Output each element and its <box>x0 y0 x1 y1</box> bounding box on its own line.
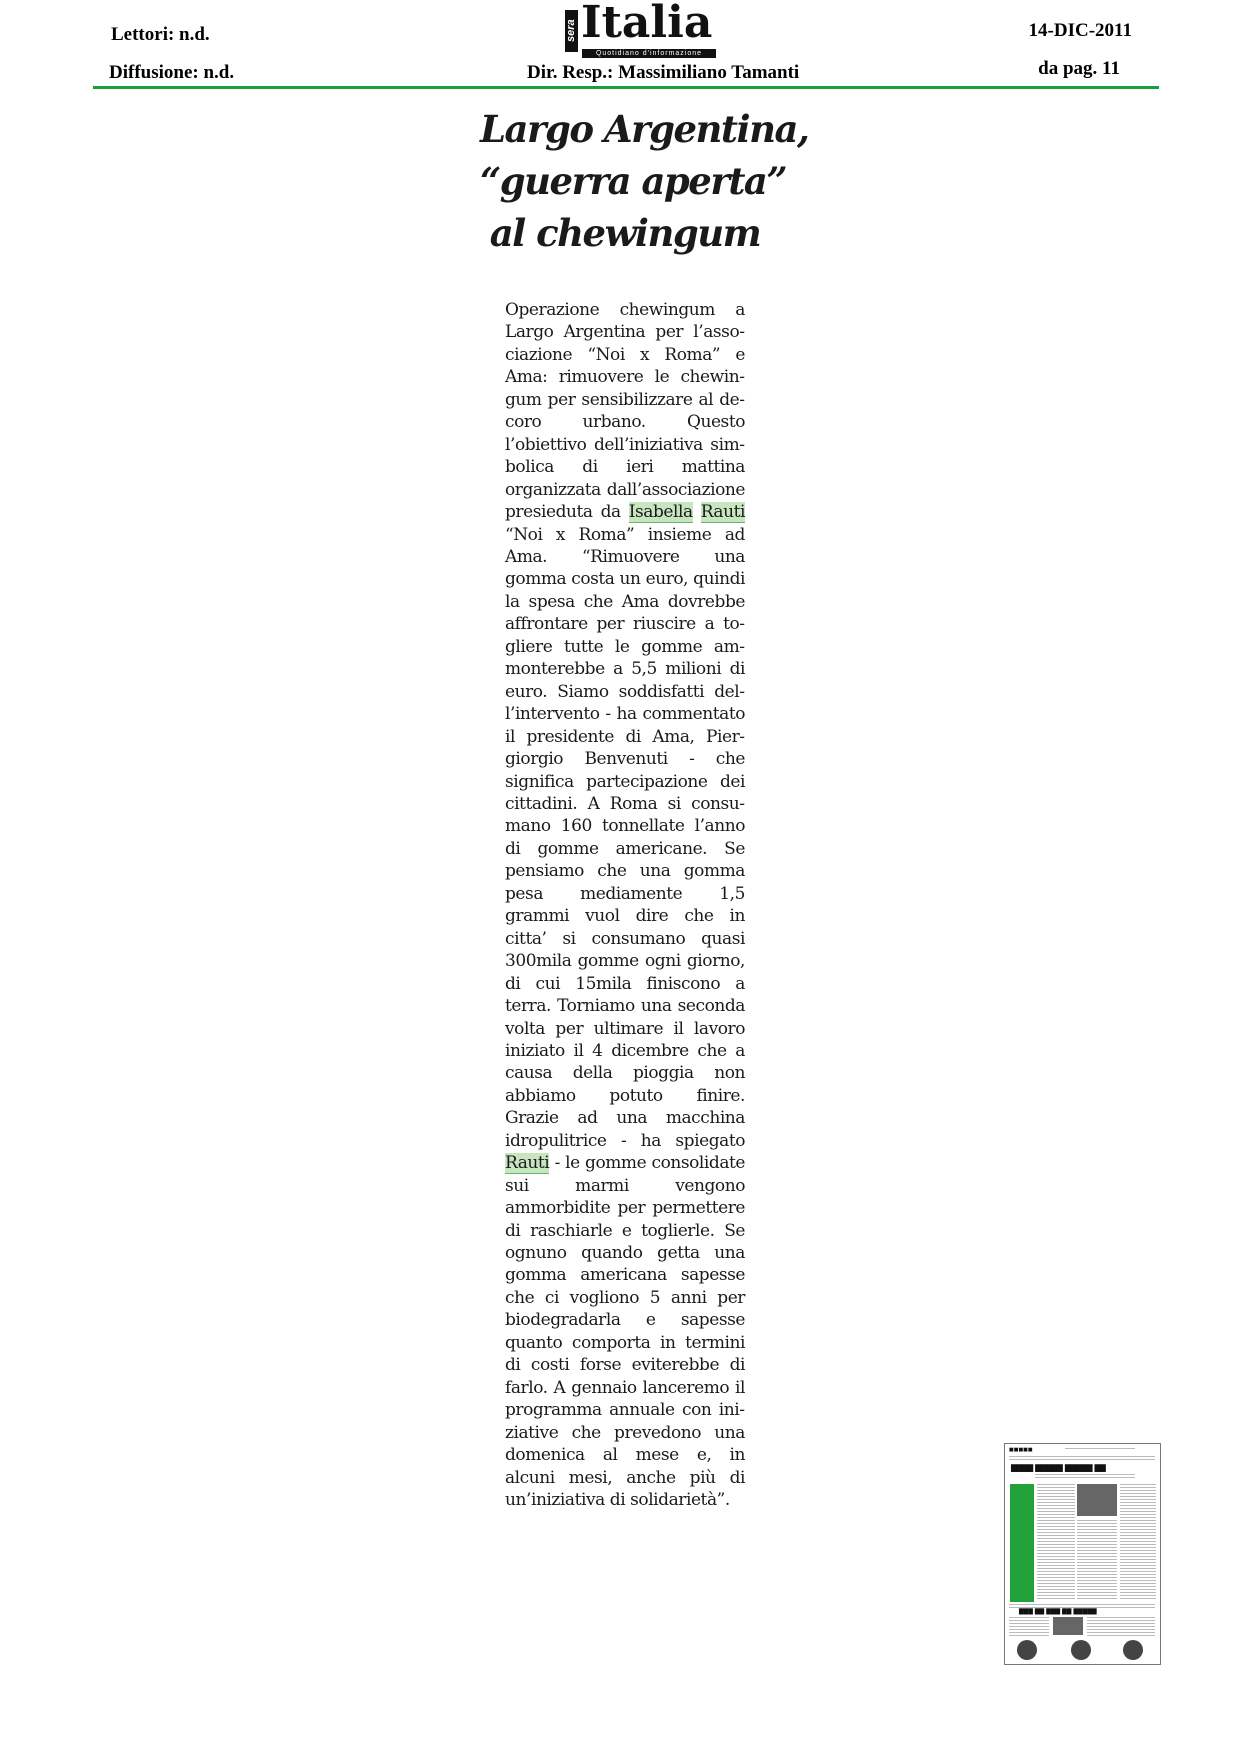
article-body <box>505 299 745 1511</box>
body-text: “Noi x Roma” insieme ad Ama. “Rimuovere una gomma costa un euro, quindi la spesa che Ama dovrebbe affrontare per riuscire a togliere tutte le gomme ammonterebbe a 5,5 milioni di euro. Siamo soddisfatti dell’intervento - ha commentato il presidente di Ama, Piergiorgio Benvenuti - che significa partecipazione dei cittadini. A Roma si consumano 160 tonnellate l’anno di gomme americane. Se pensiamo che una gomma pesa mediamente 1,5 grammi vuol dire che in citta’ si consumano quasi 300mila gomme ogni giorno, di cui 15mila finiscono a terra. Torniamo una seconda volta per ultimare il lavoro iniziato il 4 dicembre che a causa della pioggia non abbiamo potuto finire. Grazie ad una macchina idropulitrice - ha spiegato <box>505 524 745 1151</box>
article-headline <box>480 103 809 259</box>
director-label: Dir. Resp.: Massimiliano Tamanti <box>527 62 800 83</box>
lettori-label: Lettori: n.d. <box>111 24 210 45</box>
page-ref-label: da pag. 11 <box>1038 58 1120 79</box>
diffusione-label: Diffusione: n.d. <box>109 62 235 83</box>
body-text: Operazione chewingum a Largo Argentina per l’associazione “Noi x Roma” e Ama: rimuovere le chewingum per sensibilizzare al decoro urbano. Questo l’obiettivo dell’iniziativa simbolica di ieri mattina organizzata dall’associazione presieduta da <box>505 300 745 523</box>
headline-line: Largo Argentina, <box>480 107 809 151</box>
date-label: 14-DIC-2011 <box>1028 20 1132 41</box>
body-text: - le gomme consolidate sui marmi vengono ammorbidite per permettere di raschiarle e toglierle. Se ognuno quando getta una gomma americana sapesse che ci vogliono 5 anni per biodegradarla e sapesse quanto comporta in termini di costi forse eviterebbe di farlo. A gennaio lanceremo il programma annuale con iniziative che prevedono una domenica al mese e, in alcuni mesi, anche più di un’iniziativa di solidarietà”. <box>505 1153 745 1511</box>
highlight-name: Rauti <box>505 1153 550 1174</box>
logo-tagline: Quotidiano d'informazione <box>582 49 716 58</box>
headline-line: al chewingum <box>489 211 761 255</box>
page-thumbnail: ■■■■■ ▇▇▇▇ ▇▇▇▇▇ ▇▇▇▇▇ ▇▇ ▇▇▇ ▇▇ ▇▇▇ ▇▇ ▇▇▇▇▇ <box>1004 1443 1161 1665</box>
highlight-name: Isabella <box>628 502 693 523</box>
headline-line: “guerra aperta” <box>480 159 787 203</box>
logo-word: Italia <box>581 0 713 48</box>
highlight-name: Rauti <box>700 502 745 523</box>
newspaper-logo <box>565 0 730 57</box>
logo-sera: sera <box>565 10 578 52</box>
header-rule <box>93 86 1159 89</box>
